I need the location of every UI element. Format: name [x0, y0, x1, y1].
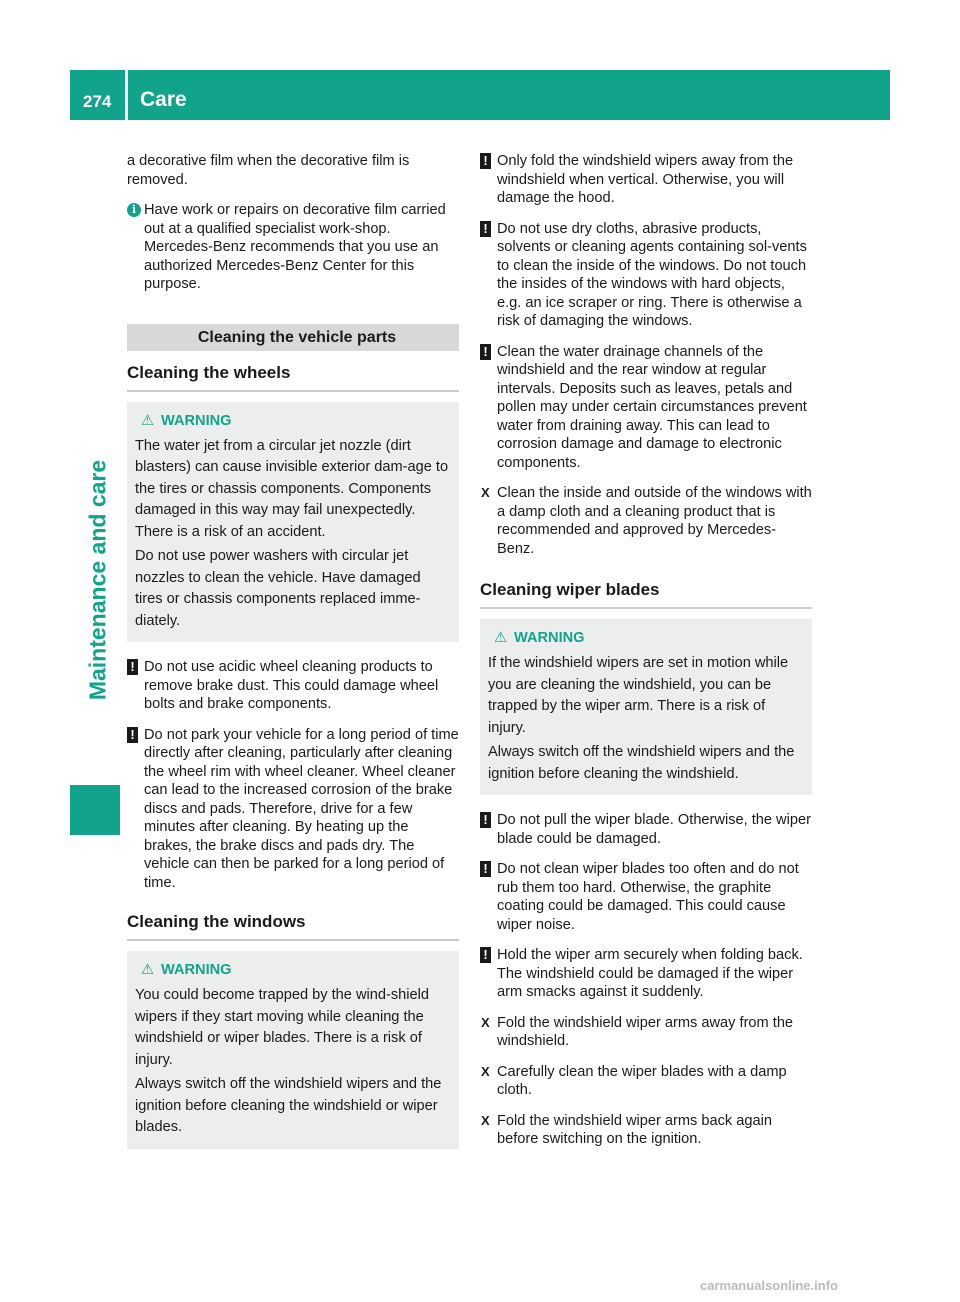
- windows-step-1: X Clean the inside and outside of the windows with a damp cloth and a cleaning product that is recommended and approved by Mercedes-Benz.: [481, 485, 812, 557]
- side-tab-marker: [70, 785, 120, 835]
- step-arrow-icon: X: [481, 1014, 490, 1030]
- right-column: [480, 152, 812, 1161]
- windows-warning-title: ⚠ WARNING: [141, 962, 232, 978]
- wiper-warning-title: ⚠ WARNING: [494, 630, 585, 646]
- windows-caution-note-2: ! Do not use dry cloths, abrasive products, solvents or cleaning agents containing sol-vents to clean the inside of the windows. Do not touch the insides of the windows with hard objects, e.g. an ice scraper or ring. There is otherwise a risk of damaging the windows.: [480, 220, 812, 331]
- warning-triangle-icon: ⚠: [141, 412, 155, 429]
- caution-icon: !: [480, 344, 491, 360]
- wiper-warning-text-1: If the windshield wipers are set in motion while you are cleaning the windshield, you can be trapped by the wiper arm. There is a risk of injury.: [488, 655, 789, 736]
- section-title: Care: [140, 88, 187, 111]
- wiper-step-2: X Carefully clean the wiper blades with a damp cloth.: [481, 1063, 787, 1098]
- step-arrow-icon: X: [481, 485, 490, 500]
- wheels-warning-text-1: The water jet from a circular jet nozzle (dirt blasters) can cause invisible exterior dam-age to the tires or chassis components. Components damaged in this way may fail unexpectedly. There is a risk of an accident.: [135, 437, 449, 540]
- wiper-caution-note-2: ! Do not clean wiper blades too often and do not rub them too hard. Otherwise, the graphite coating could be damaged. This could cause wiper noise.: [480, 860, 812, 934]
- windows-caution-note-3: ! Clean the water drainage channels of the windshield and the rear window at regular intervals. Deposits such as leaves, petals and pollen may under certain circumstances prevent water from draining away. This can lead to corrosion damage and damage to electronic components.: [480, 343, 812, 473]
- wheels-warning-box: [127, 402, 459, 643]
- wheels-warning-title: ⚠ WARNING: [141, 412, 232, 429]
- caution-icon: !: [480, 812, 491, 828]
- wiper-caution-note-3: ! Hold the wiper arm securely when folding back. The windshield could be damaged if the wiper arm smacks against it suddenly.: [480, 946, 812, 1002]
- windows-warning-box: [127, 951, 459, 1149]
- wiper-step-3: X Fold the windshield wiper arms back again before switching on the ignition.: [481, 1112, 772, 1147]
- wiper-caution-note-1: ! Do not pull the wiper blade. Otherwise, the wiper blade could be damaged.: [480, 811, 812, 848]
- step-arrow-icon: X: [481, 1112, 490, 1128]
- warning-triangle-icon: ⚠: [141, 962, 155, 978]
- wiper-step-1: X Fold the windshield wiper arms away from the windshield.: [481, 1014, 794, 1049]
- caution-icon: !: [127, 727, 138, 743]
- wiper-heading: Cleaning wiper blades: [480, 580, 812, 609]
- info-note-text: Have work or repairs on decorative film carried out at a qualified specialist work-shop. Mercedes-Benz recommends that you use an authorized Mercedes-Benz Center for this purpose.: [144, 202, 446, 292]
- wiper-warning-box: [480, 619, 812, 795]
- windows-heading: Cleaning the windows: [127, 912, 459, 941]
- wheels-caution-note-2: ! Do not park your vehicle for a long period of time directly after cleaning, particularly after cleaning the wheel rim with wheel cleaner. Wheel cleaner can lead to the increased corrosion of the brake discs and pads. Therefore, drive for a few minutes after cleaning. By heating up the brakes, the brake discs and pads dry. The vehicle can then be parked for a long period of time.: [127, 726, 459, 893]
- caution-icon: !: [480, 861, 491, 877]
- warning-triangle-icon: ⚠: [494, 630, 508, 646]
- windows-caution-note-1: ! Only fold the windshield wipers away from the windshield when vertical. Otherwise, you will damage the hood.: [480, 152, 812, 208]
- header-divider: [125, 70, 128, 120]
- intro-text: a decorative film when the decorative film is removed.: [127, 153, 410, 188]
- info-note: [127, 201, 459, 294]
- wheels-warning-text-2: Do not use power washers with circular jet nozzles to clean the vehicle. Have damaged tires or chassis components replaced imme-diately.: [135, 548, 421, 629]
- windows-warning-text-1: You could become trapped by the wind-shield wipers if they start moving while cleaning the windshield or wiper blades. There is a risk of injury.: [135, 987, 429, 1068]
- section-heading: Cleaning the vehicle parts: [127, 324, 459, 351]
- caution-icon: !: [127, 659, 138, 675]
- side-tab-label: Maintenance and care: [84, 459, 111, 701]
- wheels-heading: Cleaning the wheels: [127, 363, 459, 392]
- caution-icon: !: [480, 947, 491, 963]
- caution-icon: !: [480, 221, 491, 237]
- watermark: carmanualsonline.info: [700, 1278, 838, 1293]
- windows-warning-text-2: Always switch off the windshield wipers and the ignition before cleaning the windshield or wiper blades.: [135, 1076, 442, 1135]
- page-number: 274: [83, 92, 112, 111]
- step-arrow-icon: X: [481, 1063, 490, 1079]
- info-icon: i: [127, 203, 141, 217]
- caution-icon: !: [480, 153, 491, 169]
- wheels-caution-note-1: ! Do not use acidic wheel cleaning products to remove brake dust. This could damage wheel bolts and brake components.: [127, 658, 459, 714]
- header-bar: [70, 70, 890, 120]
- left-column: [127, 152, 459, 1165]
- wiper-warning-text-2: Always switch off the windshield wipers and the ignition before cleaning the windshield.: [488, 744, 795, 782]
